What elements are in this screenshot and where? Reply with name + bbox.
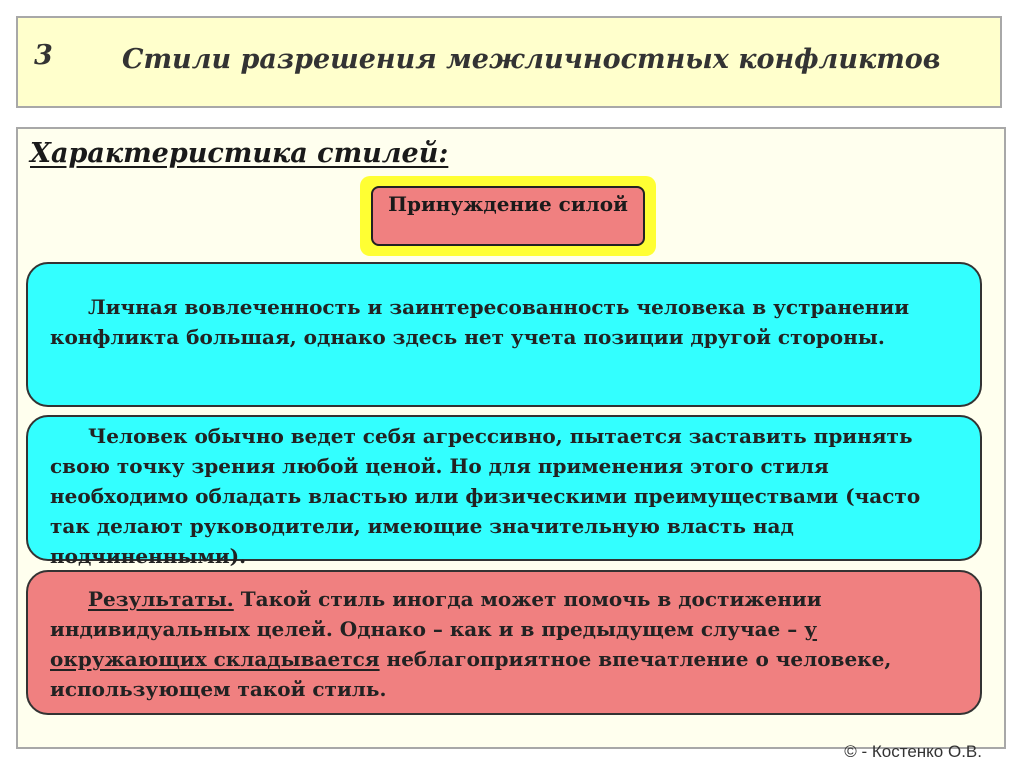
results-card (26, 570, 982, 715)
title-panel (16, 16, 1002, 108)
description-card-involvement: Личная вовлеченность и заинтересованность человека в устранении конфликта большая, однако здесь нет учета позиции другой стороны. (26, 262, 982, 407)
results-underlined: у окружающих складывается (50, 617, 818, 671)
slide-number: 3 (34, 40, 53, 71)
results-text-a: Такой стиль иногда может помочь в достижении индивидуальных целей. Однако – как и в предыдущем случае – (50, 587, 822, 641)
slide-title: Стили разрешения межличностных конфликтов (122, 44, 941, 75)
description-card-behavior: Человек обычно ведет себя агрессивно, пытается заставить принять свою точку зрения любой ценой. Но для применения этого стиля необходимо обладать властью или физическими преимуществами (часто так делают руководители, имеющие значительную власть над подчиненными). (26, 415, 982, 561)
section-subtitle: Характеристика стилей: (30, 138, 449, 169)
results-label: Результаты. (88, 587, 234, 611)
copyright-notice: © - Костенко О.В. (844, 742, 982, 761)
results-text-b: неблагоприятное впечатление о человеке, использующем такой стиль. (50, 647, 892, 701)
style-name-box: Принуждение силой (371, 186, 645, 246)
